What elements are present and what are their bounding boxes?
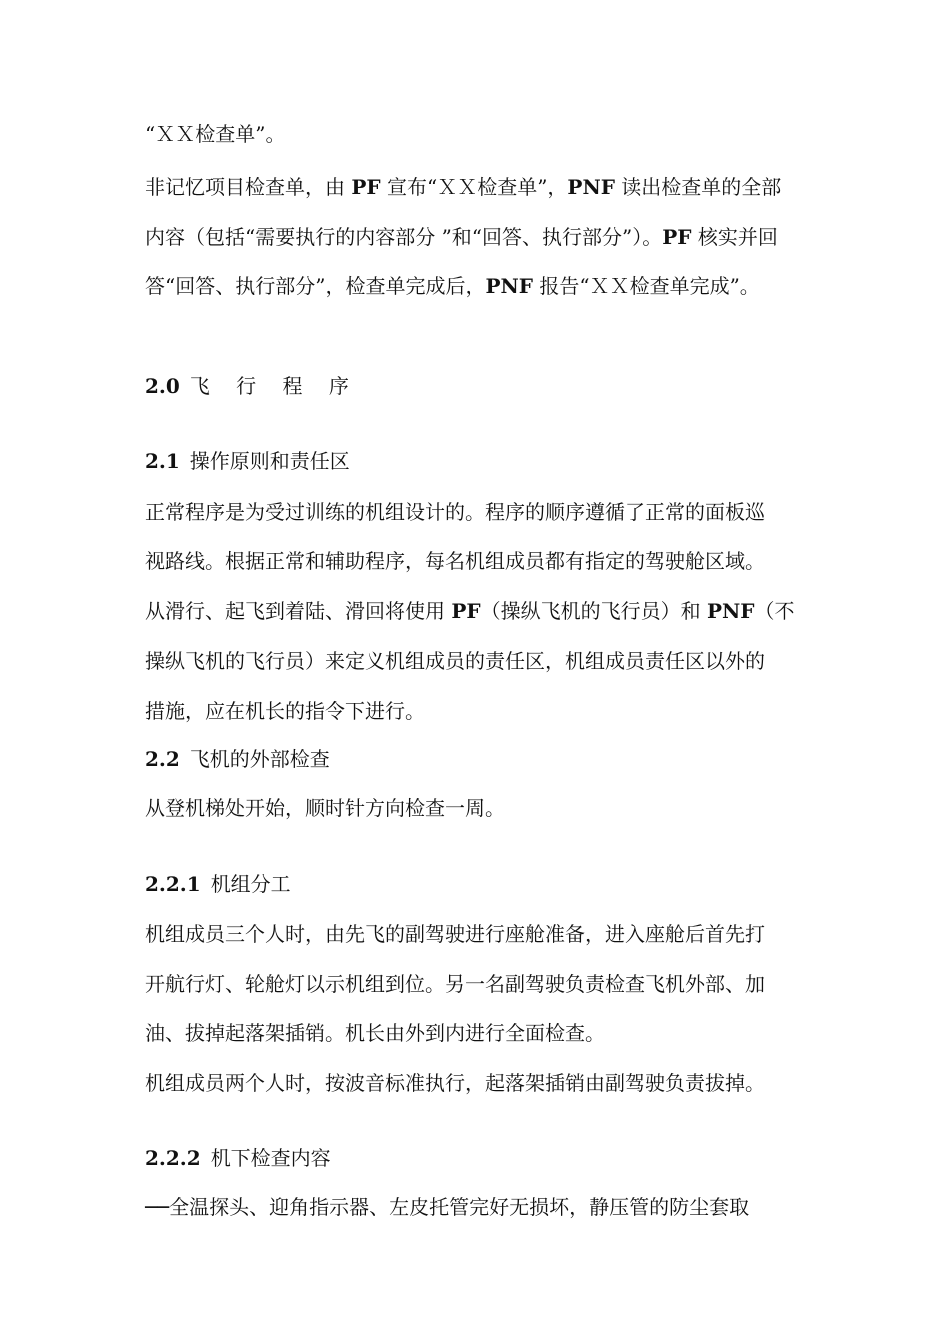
text: 内容（包括“需要执行的内容部分 ”和“回答、执行部分”）。: [145, 225, 663, 249]
text: 措施，应在机长的指令下进行。: [145, 699, 425, 723]
paragraph-nonmemory-line-2: [145, 227, 778, 247]
section-title: 飞机的外部检查: [189, 747, 330, 771]
text: 操纵飞机的飞行员）来定义机组成员的责任区，机组成员责任区以外的: [145, 649, 765, 673]
text: 正常程序是为受过训练的机组设计的。程序的顺序遵循了正常的面板巡: [145, 500, 765, 524]
text: （不: [754, 599, 795, 623]
paragraph-2-2-1-line-3: [145, 1023, 605, 1043]
section-title: 机下检查内容: [210, 1146, 331, 1170]
text: 答“回答、执行部分”，检查单完成后，: [145, 274, 486, 298]
term-pnf: PNF: [567, 175, 615, 199]
paragraph-continuation: [145, 124, 285, 144]
paragraph-2-2-1-line-4: [145, 1073, 765, 1093]
section-number: 2.2: [145, 747, 180, 771]
text: 非记忆项目检查单，由: [145, 175, 352, 199]
paragraph-nonmemory-line-3: [145, 276, 760, 296]
term-pf: PF: [351, 175, 381, 199]
section-title: 操作原则和责任区: [189, 449, 350, 473]
heading-2-2: [145, 749, 330, 769]
text: 开航行灯、轮舱灯以示机组到位。另一名副驾驶负责检查飞机外部、加: [145, 972, 765, 996]
text: （操纵飞机的飞行员）和: [480, 599, 707, 623]
text: “ＸＸ检查单”。: [145, 122, 286, 146]
text: 读出检查单的全部: [614, 175, 782, 199]
text: 机组成员两个人时，按波音标准执行，起落架插销由副驾驶负责拔掉。: [145, 1071, 765, 1095]
paragraph-2-1-line-1: [145, 502, 765, 522]
paragraph-nonmemory-line-1: [145, 177, 781, 197]
section-number: 2.2.2: [145, 1146, 201, 1170]
term-pf: PF: [451, 599, 481, 623]
text: 从登机梯处开始，顺时针方向检查一周。: [145, 796, 505, 820]
paragraph-2-2: [145, 798, 505, 818]
paragraph-2-2-2-line-1: [145, 1197, 749, 1217]
section-number: 2.2.1: [145, 872, 201, 896]
term-pnf: PNF: [485, 274, 533, 298]
paragraph-2-2-1-line-1: [145, 924, 765, 944]
text: 核实并回: [691, 225, 778, 249]
section-number: 2.1: [145, 449, 180, 473]
paragraph-2-1-line-5: [145, 701, 425, 721]
paragraph-2-1-line-4: [145, 651, 765, 671]
paragraph-2-1-line-3: [145, 601, 795, 621]
text: 视路线。根据正常和辅助程序，每名机组成员都有指定的驾驶舱区域。: [145, 549, 765, 573]
paragraph-2-1-line-2: [145, 551, 765, 571]
paragraph-2-2-1-line-2: [145, 974, 765, 994]
text: 机组成员三个人时，由先飞的副驾驶进行座舱准备，进入座舱后首先打: [145, 922, 765, 946]
text: 油、拔掉起落架插销。机长由外到内进行全面检查。: [145, 1021, 605, 1045]
heading-2-0: [145, 376, 359, 396]
text: 全温探头、迎角指示器、左皮托管完好无损坏，静压管的防尘套取: [169, 1195, 750, 1219]
section-number: 2.0: [145, 374, 180, 398]
term-pf: PF: [662, 225, 692, 249]
term-pnf: PNF: [706, 599, 755, 623]
text: 宣布“ＸＸ检查单”，: [380, 175, 568, 199]
section-title: 飞 行 程 序: [189, 374, 359, 398]
heading-2-2-2: [145, 1148, 331, 1168]
text: 从滑行、起飞到着陆、滑回将使用: [145, 599, 452, 623]
text: 报告“ＸＸ检查单完成”。: [532, 274, 760, 298]
em-dash: ──: [145, 1195, 170, 1219]
heading-2-2-1: [145, 874, 291, 894]
section-title: 机组分工: [210, 872, 291, 896]
heading-2-1: [145, 451, 350, 471]
